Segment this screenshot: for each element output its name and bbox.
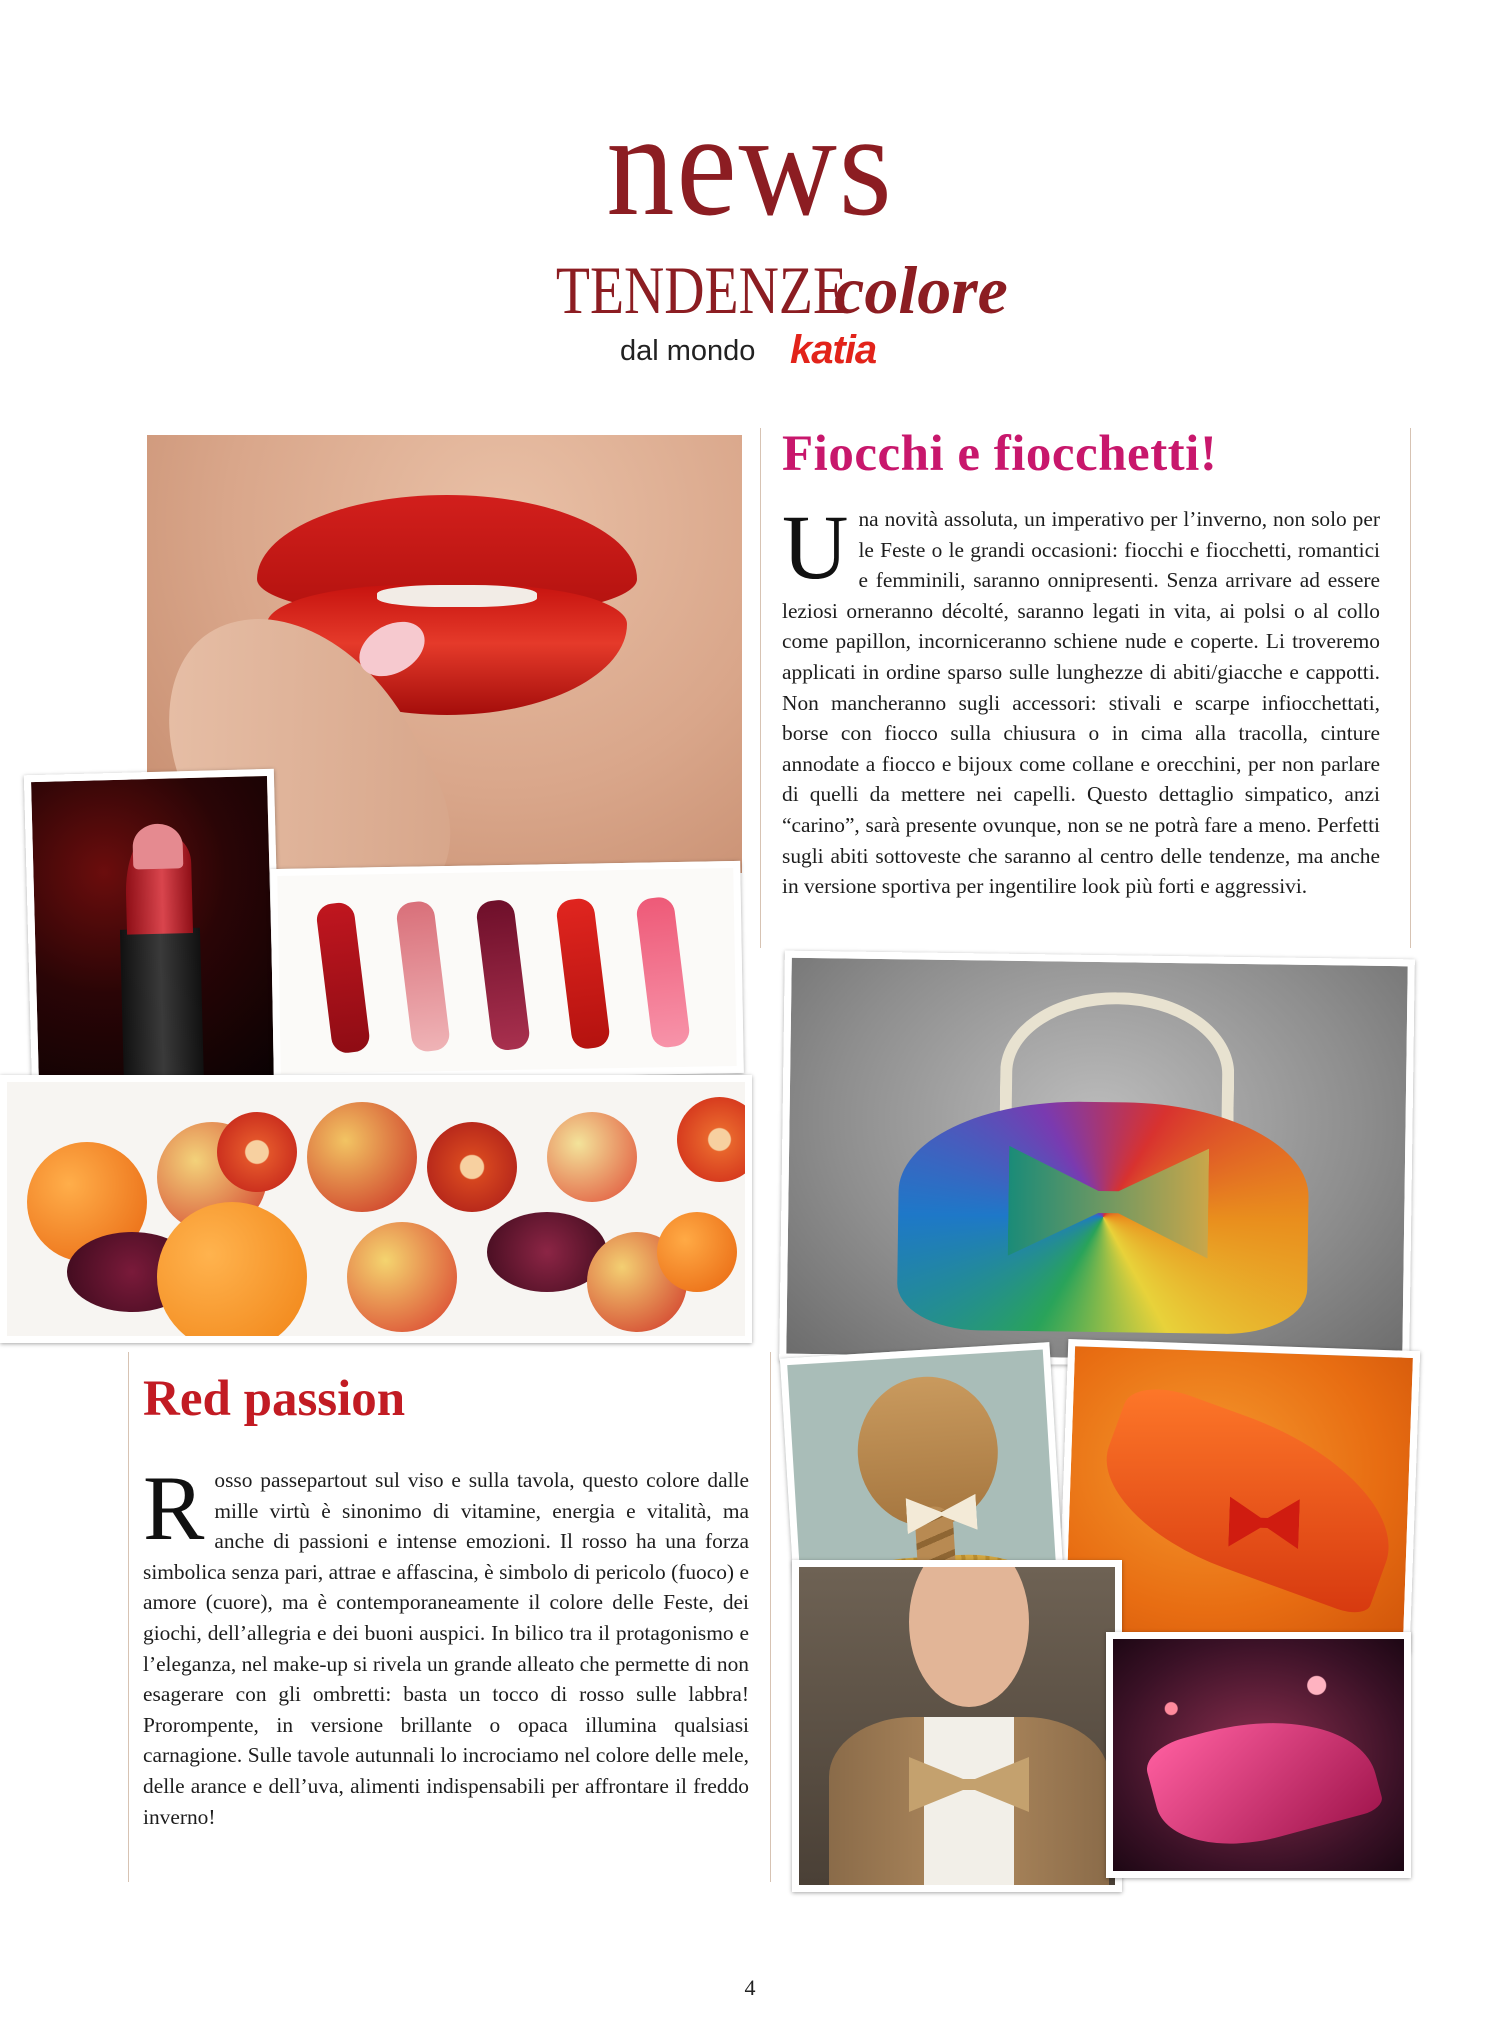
page-number: 4: [744, 1975, 756, 2000]
teeth: [377, 585, 537, 607]
swatch-red: [555, 897, 611, 1051]
apple: [547, 1112, 637, 1202]
fiocchi-body: [782, 496, 1380, 902]
fiocchi-headline: Fiocchi e fiocchetti!: [782, 426, 1218, 482]
katia-logo: katia: [790, 328, 877, 372]
fiocchi-body-text: na novità assoluta, un imperativo per l’inverno, non solo per le Feste o le grandi occasioni: fiocchi e fiocchetti, romantici e femminili, saranno onnipresenti. Senza arrivare ad essere leziosi orneranno décolté, saranno legati in vita, ai polsi o al collo come papillon, incorniceranno schiene nude e coperte. Li troveremo applicati in ordine sparso sulle lunghezze di abiti/giacche e cappotti. Non mancheranno sugli accessori: stivali e scarpe infiocchettati, borse con fiocco sulla chiusura o in cima alla tracolla, cinture annodate a fiocco e bijoux come collane e orecchini, per non parlare di quelli da mettere nei capelli. Questo dettaglio simpatico, anzi “carino”, sarà presente ovunque, non se ne potrà fare a meno. Perfetti sugli abiti sottoveste che saranno al centro delle tendenze, ma anche in versione sportiva per ingentilire look più forti e aggressivi.: [782, 507, 1380, 899]
glitter-pump: [1141, 1693, 1385, 1866]
masthead-title: news: [606, 83, 894, 247]
masthead-subtitle-tendenze: TENDENZE: [556, 252, 848, 328]
face: [909, 1560, 1029, 1707]
apple: [347, 1222, 457, 1332]
swatch-pink: [635, 896, 691, 1050]
red-lipstick-photo: [24, 769, 282, 1095]
blood-orange-slice: [677, 1097, 752, 1182]
orange: [657, 1212, 737, 1292]
column-rule-bottom-right: [770, 1352, 771, 1882]
column-rule-top-right: [1410, 428, 1411, 948]
swatch-rose: [395, 900, 451, 1054]
swatch-plum: [475, 898, 531, 1052]
red-passion-dropcap: R: [143, 1457, 205, 1559]
red-passion-body: [143, 1457, 749, 1832]
fruit-row-photo: [0, 1075, 752, 1343]
masthead-from-label: dal mondo: [620, 335, 756, 367]
bow-tie-photo: [792, 1560, 1122, 1892]
sequin-bag: [897, 1099, 1310, 1335]
swatch-crimson: [315, 901, 371, 1055]
masthead: [0, 83, 1500, 328]
red-passion-headline: Red passion: [143, 1371, 406, 1427]
orange: [157, 1202, 307, 1343]
fiocchi-dropcap: U: [782, 496, 849, 598]
red-passion-body-text: osso passepartout sul viso e sulla tavola, questo colore dalle mille virtù è sinonimo di vitamine, energia e vitalità, ma anche di passioni e intense emozioni. Il rosso ha una forza simbolica senza pari, attrae e affascina, è simbolo di pericolo (fuoco) e amore (cuore), ma è contemporaneamente il colore delle Feste, dei giochi, dell’allegria e dei buoni auspici. In bilico tra il protagonismo e l’eleganza, nel make-up si rivela un grande alleato che permette di non esagerare con gli ombretti: basta un tocco di rosso sulle labbra! Prorompente, in versione brillante o opaca illumina qualsiasi carnagione. Sulle tavole autunnali lo incrociamo nel colore delle mele, delle arance e dell’uva, alimenti indispensabili per affrontare il freddo inverno!: [143, 1468, 749, 1829]
lipstick-tip: [132, 823, 183, 869]
masthead-subtitle-colore: colore: [834, 252, 1008, 328]
shirt: [924, 1717, 1014, 1892]
masthead-subtitle: [0, 254, 1500, 326]
lipstick-swatches-photo: [270, 861, 744, 1081]
orange-pump: [1083, 1376, 1416, 1620]
blood-orange-slice: [217, 1112, 297, 1192]
sequin-bow-bag-photo: [779, 951, 1415, 1370]
column-rule-top-left: [760, 428, 761, 948]
glitter-shoe-photo: [1106, 1632, 1411, 1878]
blood-orange-slice: [427, 1122, 517, 1212]
lipstick-tube: [120, 928, 204, 1090]
column-rule-bottom-left: [128, 1352, 129, 1882]
apple: [307, 1102, 417, 1212]
